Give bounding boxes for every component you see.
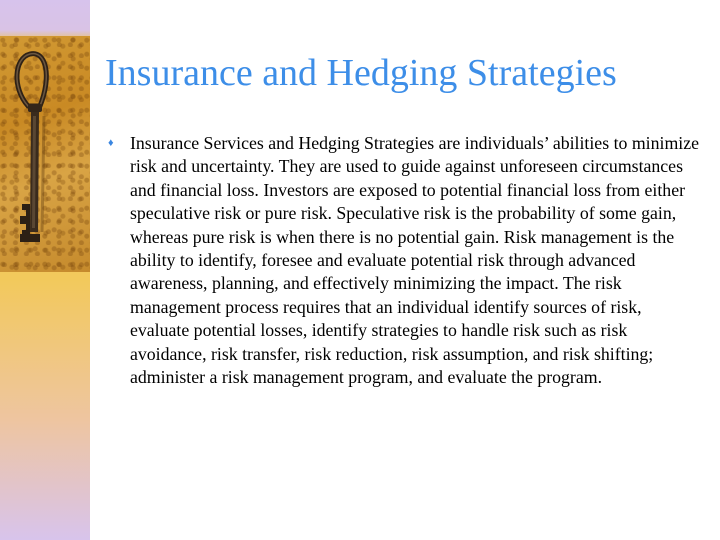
diamond-bullet-icon: ♦ (108, 137, 114, 149)
bullet-text: Insurance Services and Hedging Strategies are individuals’ abilities to minimize risk and uncertainty. They are used to guide against unforeseen circumstances and financial loss. Investors are exposed to potential financial loss from either speculative risk or pure risk. Speculative risk is the probability of some gain, whereas pure risk is when there is no potential gain. Risk management is the ability to identify, foresee and evaluate potential risk through advanced awareness, planning, and effectively minimizing the impact. The risk management process requires that an individual identify sources of risk, evaluate potential losses, identify strategies to handle risk such as risk avoidance, risk transfer, risk reduction, risk assumption, and risk shifting; administer a risk management program, and evaluate the program. (130, 133, 699, 388)
old-key-icon (0, 36, 90, 272)
bullet-item (108, 132, 704, 389)
key-photo (0, 36, 90, 272)
slide-title: Insurance and Hedging Strategies (105, 52, 617, 94)
